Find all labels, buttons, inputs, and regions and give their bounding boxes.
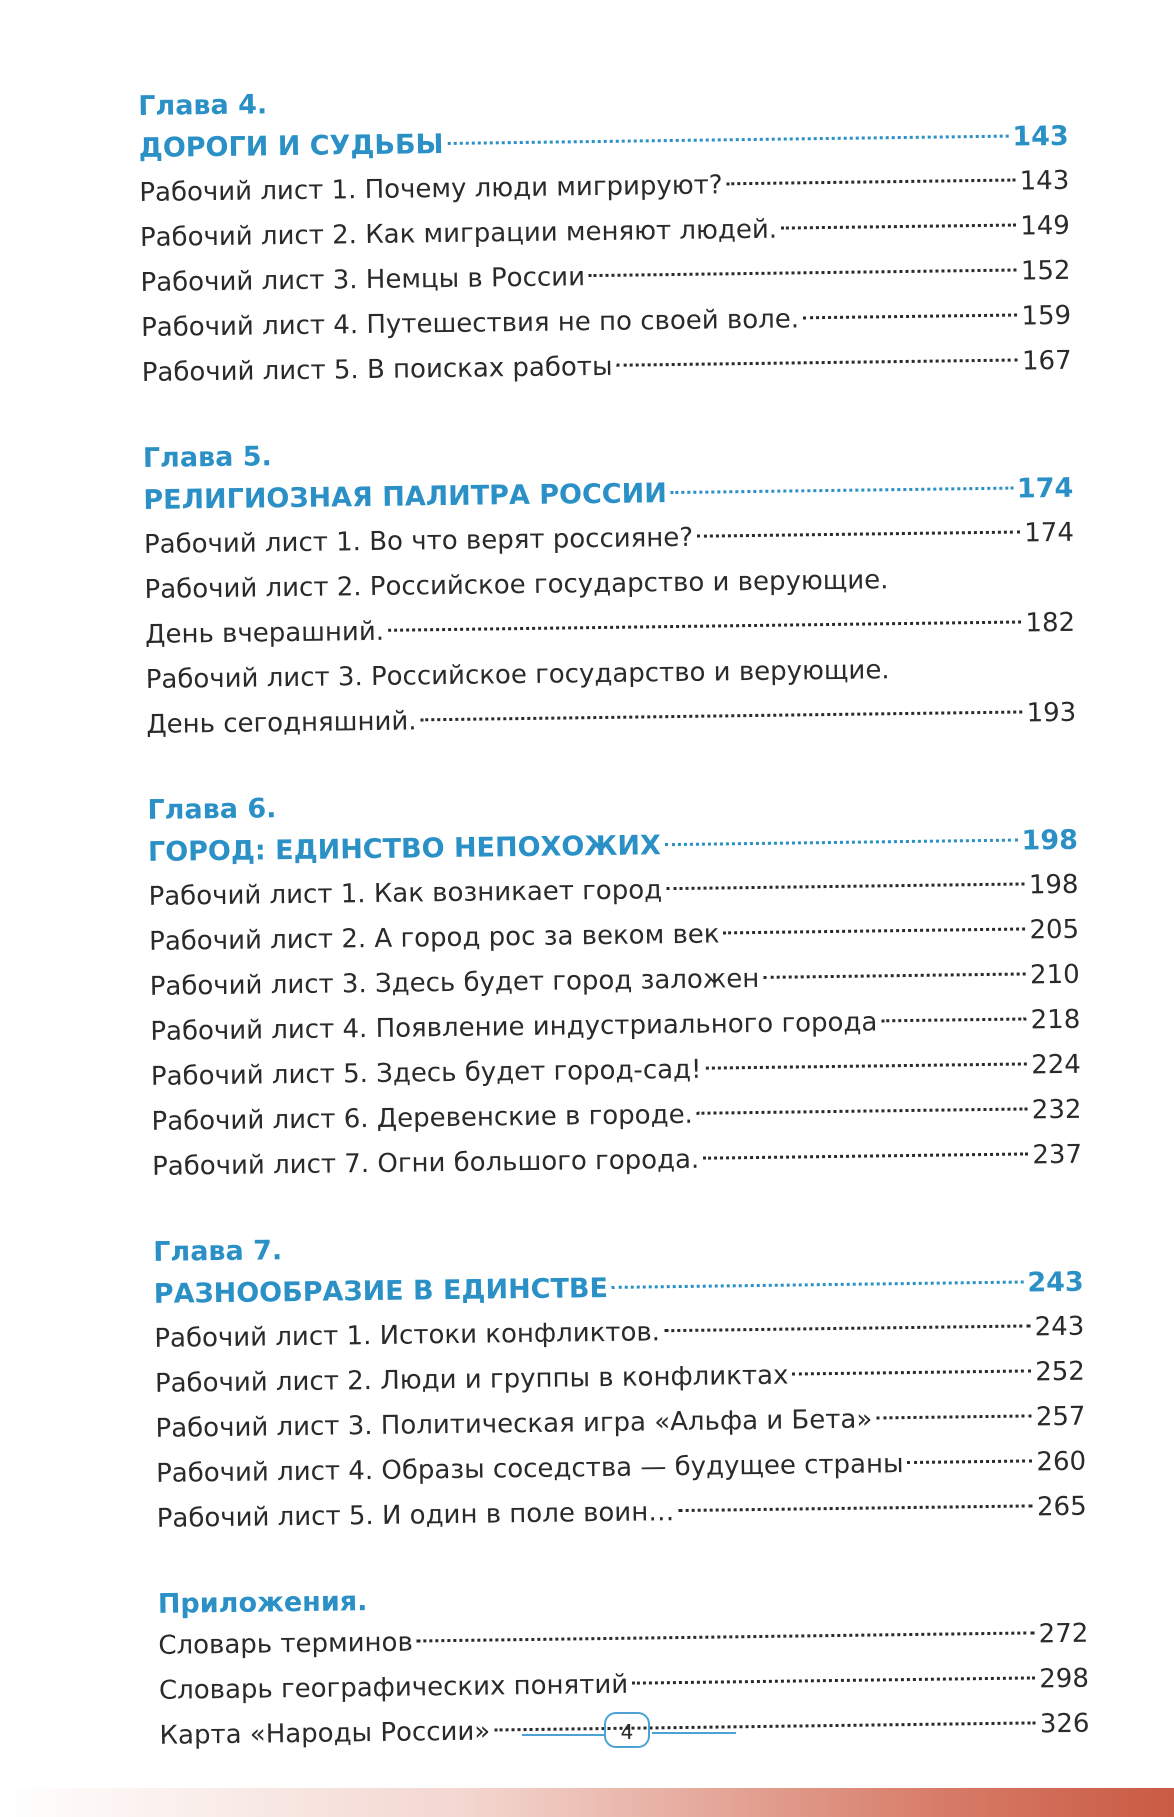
leader-dots [612,1281,1023,1289]
entry-title: Рабочий лист 2. Как миграции меняют людей. [139,214,778,253]
entry-page: 237 [1032,1139,1083,1171]
chapter-page: 143 [1012,120,1069,153]
entry-page: 198 [1028,869,1079,901]
leader-dots [723,927,1025,934]
leader-dots [907,1459,1032,1464]
entry-page: 174 [1024,517,1075,549]
leader-dots [671,487,1013,494]
chapter-label: Глава 4. [138,89,268,122]
appendix-label: Приложения. [157,1586,368,1620]
entry-title: Рабочий лист 5. И один в поле воин… [156,1497,675,1534]
chapter-title: РЕЛИГИОЗНАЯ ПАЛИТРА РОССИИ [143,478,668,516]
entry-page: 252 [1035,1356,1086,1388]
footer-divider-right [652,1732,736,1734]
entry-page: 218 [1030,1004,1081,1036]
entry-page: 167 [1021,345,1072,377]
entry-page: 260 [1036,1446,1087,1478]
leader-dots [781,224,1016,230]
entry-page: 232 [1031,1094,1082,1126]
entry-page: 143 [1019,165,1070,197]
chapter-title: ДОРОГИ И СУДЬБЫ [138,129,444,164]
entry-title: Рабочий лист 3. Немцы в России [140,262,586,298]
entry-title: Рабочий лист 4. Появление индустриального города [150,1007,878,1047]
entry-title: Рабочий лист 1. Как возникает город [148,875,663,912]
leader-dots [703,1152,1028,1159]
entry-title: Рабочий лист 2. А город рос за веком век [148,919,720,957]
entry-title: Рабочий лист 2. Российское государство и верующие. [144,565,889,605]
chapter-7 [153,1222,1087,1542]
entry-page: 243 [1034,1311,1085,1343]
leader-dots [589,269,1017,278]
entry-page: 224 [1031,1049,1082,1081]
entry-page: 149 [1020,210,1071,242]
leader-dots [664,1324,1031,1332]
leader-dots [763,972,1026,978]
entry-page: 210 [1029,959,1080,991]
chapter-6 [147,780,1082,1190]
leader-dots [665,839,1018,847]
entry-title: Рабочий лист 1. Во что верят россияне? [143,522,694,560]
entry-title: Рабочий лист 7. Огни большого города. [151,1144,700,1182]
entry-page: 182 [1025,607,1076,639]
leader-dots [697,1107,1028,1114]
entry-page: 265 [1036,1491,1087,1523]
entry-title: Рабочий лист 2. Люди и группы в конфликтах [154,1360,789,1399]
entry-page: 152 [1020,255,1071,287]
entry-title: Словарь географических понятий [158,1669,629,1706]
entry-title: Рабочий лист 5. Здесь будет город-сад! [150,1054,702,1092]
chapter-label: Глава 7. [153,1235,283,1268]
chapter-page: 198 [1021,824,1079,857]
entry-page: 159 [1021,300,1072,332]
leader-dots [447,135,1008,145]
leader-dots [388,620,1021,631]
leader-dots [421,710,1023,721]
leader-dots [881,1017,1026,1022]
chapter-title: РАЗНООБРАЗИЕ В ЕДИНСТВЕ [153,1272,609,1310]
entry-title: Карта «Народы России» [159,1716,491,1751]
leader-dots [678,1504,1033,1512]
table-of-contents [138,76,1090,1803]
chapter-page: 243 [1027,1266,1084,1299]
entry-title-cont: День вчерашний. [144,616,385,650]
entry-page: 205 [1029,914,1080,946]
leader-dots [705,1062,1027,1069]
leader-dots [792,1369,1031,1375]
entry-page: 298 [1039,1663,1090,1695]
entry-title: Рабочий лист 3. Политическая игра «Альфа и Бета» [155,1404,873,1444]
leader-dots [666,882,1025,890]
entry-title: Рабочий лист 6. Деревенские в городе. [151,1099,694,1137]
leader-dots [727,179,1016,186]
entry-page: 257 [1035,1401,1086,1433]
chapter-4 [138,76,1072,396]
entry-title: Словарь терминов [158,1627,413,1661]
entry-title: Рабочий лист 3. Российское государство и верующие. [145,655,890,695]
page-number: 4 [604,1712,650,1748]
leader-dots [697,530,1020,537]
chapter-label: Глава 6. [147,793,277,826]
entry-title: Рабочий лист 4. Образы соседства — будущее страны [155,1449,904,1489]
entry-title: Рабочий лист 1. Почему люди мигрируют? [139,170,723,208]
footer-divider-left [522,1734,604,1736]
entry-page: 272 [1038,1618,1089,1650]
leader-dots [632,1676,1035,1684]
entry-title: Рабочий лист 3. Здесь будет город заложен [149,963,760,1002]
leader-dots [876,1414,1032,1419]
entry-title-cont: День сегодняшний. [146,706,417,740]
leader-dots [417,1631,1035,1642]
entry-title: Рабочий лист 1. Истоки конфликтов. [154,1317,661,1354]
chapter-label: Глава 5. [142,441,272,474]
page-footer [0,1708,1174,1748]
bottom-color-strip [0,1788,1174,1817]
chapter-page: 174 [1016,472,1074,505]
chapter-5 [143,428,1077,748]
entry-page: 193 [1026,697,1077,729]
chapter-title: ГОРОД: ЕДИНСТВО НЕПОХОЖИХ [147,830,661,868]
entry-title: Рабочий лист 4. Путешествия не по своей воле. [140,304,800,343]
entry-title: Рабочий лист 5. В поисках работы [141,351,613,388]
entry-page: 326 [1039,1708,1090,1740]
leader-dots [803,314,1017,320]
leader-dots [616,359,1018,367]
